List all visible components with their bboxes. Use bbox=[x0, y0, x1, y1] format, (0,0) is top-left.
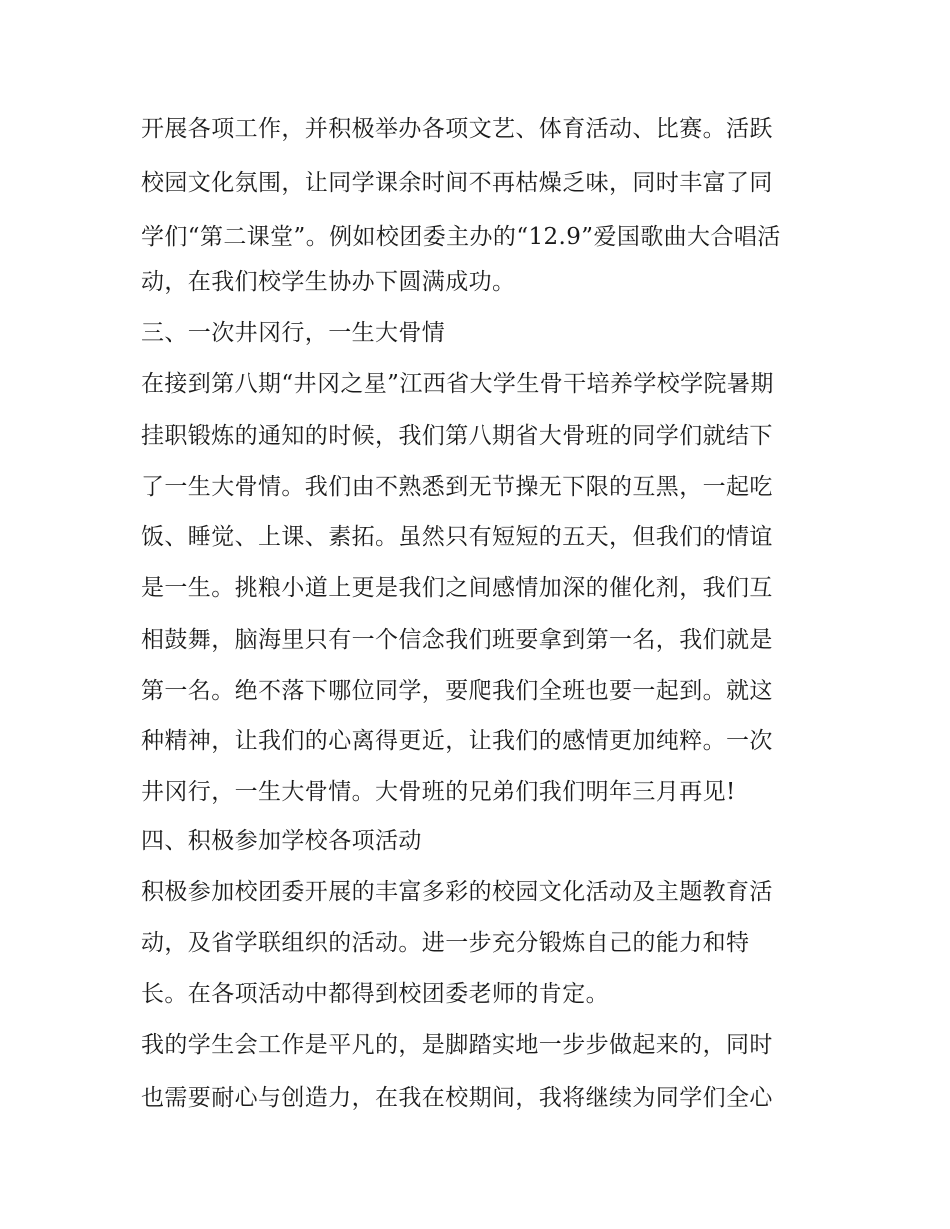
text-line: 相鼓舞，脑海里只有一个信念我们班要拿到第一名，我们就是 bbox=[141, 627, 773, 653]
text-line: 动，在我们校学生协办下圆满成功。 bbox=[141, 269, 516, 295]
text-line: 也需要耐心与创造力，在我在校期间，我将继续为同学们全心 bbox=[141, 1085, 773, 1111]
text-line: 开展各项工作，并积极举办各项文艺、体育活动、比赛。活跃 bbox=[141, 116, 773, 142]
text-line: 第一名。绝不落下哪位同学，要爬我们全班也要一起到。就这 bbox=[141, 678, 773, 704]
text-line: 井冈行，一生大骨情。大骨班的兄弟们我们明年三月再见! bbox=[141, 779, 736, 805]
text-line: 是一生。挑粮小道上更是我们之间感情加深的催化剂，我们互 bbox=[141, 575, 773, 601]
section-heading: 三、一次井冈行，一生大骨情 bbox=[141, 320, 446, 346]
text-line: 学们“第二课堂”。例如校团委主办的“12.9”爱国歌曲大合唱活 bbox=[141, 224, 781, 250]
text-line: 饭、睡觉、上课、素拓。虽然只有短短的五天，但我们的情谊 bbox=[141, 524, 773, 550]
text-line: 在接到第八期“井冈之星”江西省大学生骨干培养学校学院暑期 bbox=[141, 371, 774, 397]
text-line: 挂职锻炼的通知的时候，我们第八期省大骨班的同学们就结下 bbox=[141, 423, 773, 449]
text-line: 了一生大骨情。我们由不熟悉到无节操无下限的互黑，一起吃 bbox=[141, 474, 773, 500]
text-line: 长。在各项活动中都得到校团委老师的肯定。 bbox=[141, 981, 609, 1007]
text-line: 种精神，让我们的心离得更近，让我们的感情更加纯粹。一次 bbox=[141, 728, 773, 754]
text-line: 积极参加校团委开展的丰富多彩的校园文化活动及主题教育活 bbox=[141, 879, 773, 905]
text-line: 校园文化氛围，让同学课余时间不再枯燥乏味，同时丰富了同 bbox=[141, 170, 773, 196]
section-heading: 四、积极参加学校各项活动 bbox=[141, 828, 422, 854]
text-line: 动，及省学联组织的活动。进一步充分锻炼自己的能力和特 bbox=[141, 930, 750, 956]
text-line: 我的学生会工作是平凡的，是脚踏实地一步步做起来的，同时 bbox=[141, 1032, 773, 1058]
